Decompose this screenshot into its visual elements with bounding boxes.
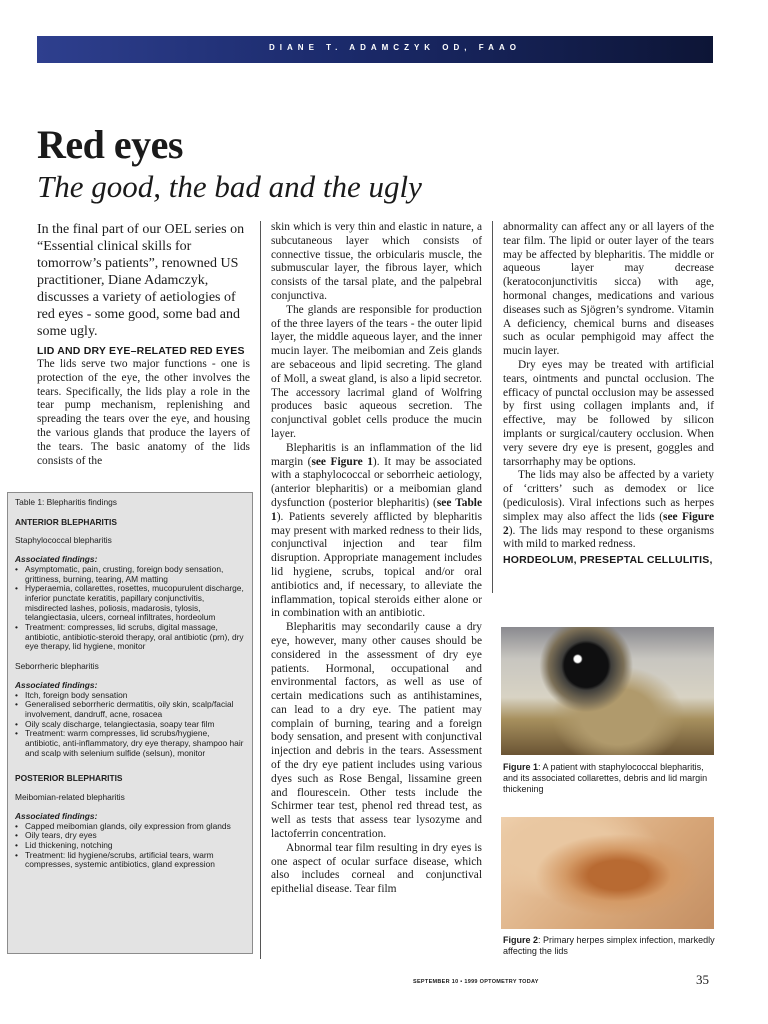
list-item: • Asymptomatic, pain, crusting, foreign body sensation, grittiness, burning, tearing, AM matting	[15, 565, 245, 584]
article-subtitle: The good, the bad and the ugly	[37, 169, 422, 204]
column-1	[37, 341, 250, 468]
section-heading-lid-dry-eye: LID AND DRY EYE–RELATED RED EYES	[37, 345, 245, 357]
column-2	[271, 221, 482, 897]
figure-1-caption: Figure 1: A patient with staphylococcal blepharitis, and its associated collarettes, debris and lid margin thickening	[503, 762, 708, 794]
column-divider	[492, 221, 493, 593]
staph-findings-list	[15, 565, 245, 652]
sebo-findings-list	[15, 691, 245, 759]
list-item: • Lid thickening, notching	[15, 841, 245, 851]
article-title: Red eyes	[37, 122, 183, 167]
staph-subheading: Staphylococcal blepharitis	[15, 535, 112, 546]
anterior-heading: ANTERIOR BLEPHARITIS	[15, 516, 117, 527]
header-banner	[37, 36, 713, 63]
list-item: • Treatment: warm compresses, lid scrubs/hygiene, antibiotic, anti-inflammatory, dry eye therapy, shampoo hair and scalp with selenium sulfide (selsun), monitor	[15, 729, 245, 758]
column-3	[503, 221, 714, 567]
col2-paragraph-1: skin which is very thin and elastic in nature, a subcutaneous layer which consists of connective tissue, the orbicularis muscle, the submuscular layer, the fibrous layer, which consists of the tarsal plate, and the palpebral conjunctiva.	[271, 221, 482, 302]
list-item: • Oily tears, dry eyes	[15, 831, 245, 841]
col3-paragraph-3: The lids may also be affected by a variety of ‘critters’ such as demodex or lice (pediculosis). Viral infections such as herpes simplex may also affect the lids (see Figure 2). The lids may respond to these organisms with mild to marked redness.	[503, 469, 715, 551]
figure-2-photo	[501, 817, 714, 929]
list-item: • Treatment: compresses, lid scrubs, digital massage, antibiotic, antibiotic-steroid therapy, oral antibiotic (prn), dry eye therapy, lid hygiene, monitor	[15, 623, 245, 652]
posterior-heading: POSTERIOR BLEPHARITIS	[15, 773, 123, 784]
intro-paragraph: In the final part of our OEL series on “Essential clinical skills for tomorrow’s patients”, renowned US practitioner, Diane Adamczyk, discusses a variety of aetiologies of red eyes - some good, some bad and some ugly.	[37, 222, 245, 339]
staph-findings-label: Associated findings:	[15, 554, 98, 565]
footer-issue: SEPTEMBER 10 • 1999 OPTOMETRY TODAY	[413, 979, 539, 985]
table-1-reference: see Table 1	[271, 496, 482, 523]
blepharitis-table	[7, 492, 253, 954]
author-name: DIANE T. ADAMCZYK OD, FAAO	[269, 43, 521, 52]
list-item: • Hyperaemia, collarettes, rosettes, mucopurulent discharge, inferior punctate keratitis, papillary conjunctivitis, misdirected lashes, poliosis, madarosis, tylosis, telangiectasia, ulcers, corneal infiltrates, hordeolum	[15, 584, 245, 623]
col2-paragraph-3: Blepharitis is an inflammation of the lid margin (see Figure 1). It may be associated with a staphylococcal or seborrheic aetiology, (anterior blepharitis) or a meibomian gland dysfunction (posterior blepharitis) (see Table 1). Patients severely afflicted by blepharitis may present with marked redness to their lids, conjunctival injection and tear film disruption. Appropriate management includes lid hygiene, scrubs, topical and/or oral antibiotics and, if necessary, to alleviate the inflammation, topical steroids either alone or in combination with an antibiotic.	[271, 441, 482, 620]
col2-paragraph-2: The glands are responsible for production of the three layers of the tears - the outer lipid layer, the middle aqueous layer, and the inner mucin layer. The meibomian and Zeis glands are sebaceous and lipid secreting. The gland of Moll, a sweat gland, is also a lipid secretor. The accessory lacrimal gland of Wolfring produces basic aqueous secretion. The conjunctival goblet cells produce the mucin layer.	[271, 303, 482, 440]
figure-2-caption: Figure 2: Primary herpes simplex infection, markedly affecting the lids	[503, 935, 715, 956]
sebo-findings-label: Associated findings:	[15, 679, 98, 690]
col3-paragraph-2: Dry eyes may be treated with artificial tears, ointments and punctal occlusion. The efficacy of punctal occlusion may be assessed by first using collagen implants and, if effective, may be followed by silicon implants or surgical/cautery occlusion. When very severe dry eye is present, goggles and tarsorrhaphy may be options.	[503, 358, 714, 468]
meibo-findings-list	[15, 822, 245, 871]
figure-1-photo	[501, 627, 714, 755]
page-number: 35	[696, 972, 709, 987]
col2-paragraph-4: Blepharitis may secondarily cause a dry eye, however, many other causes should be considered in the assessment of dry eye patients. Hormonal, occupational and environmental factors, as well as use of certain medications such as antihistamines, can lead to a dry eye. The patient may complain of burning, tearing and a foreign body sensation, and present with conjunctival injection and debris in the tears. Assessment of the dry eye patient includes using various dyes such as Rose Bengal, lissamine green and flourescein. Other tests include the Schirmer tear test, phenol red thread test, as well as tests that assess tear lysozyme and lactoferrin concentration.	[271, 621, 482, 841]
section-heading-hordeolum: HORDEOLUM, PRESEPTAL CELLULITIS,	[503, 554, 713, 567]
list-item: • Treatment: lid hygiene/scrubs, artificial tears, warm compresses, systemic antibiotics, gland expression	[15, 851, 245, 870]
list-item: • Generalised seborrheric dermatitis, oily skin, scalp/facial involvement, dandruff, acne, rosacea	[15, 700, 245, 719]
column-divider	[260, 221, 261, 959]
list-item: • Itch, foreign body sensation	[15, 691, 245, 701]
col2-paragraph-5: Abnormal tear film resulting in dry eyes is one aspect of ocular surface disease, which also includes corneal and conjunctival epithelial disease. Tear film	[271, 841, 482, 896]
list-item: • Capped meibomian glands, oily expression from glands	[15, 822, 245, 832]
meibo-subheading: Meibomian-related blepharitis	[15, 792, 125, 803]
sebo-subheading: Seborrheric blepharitis	[15, 661, 99, 672]
table-title: Table 1: Blepharitis findings	[15, 497, 117, 507]
figure-2-reference: see Figure 2	[503, 510, 715, 537]
figure-1-reference: see Figure 1	[311, 455, 373, 468]
col1-paragraph-1: The lids serve two major functions - one is protection of the eye, the other involves the tears. Specifically, the lids play a role in the tear pump mechanism, replenishing and spreading the tears over the eye, and housing the various glands that produce the layers of the tears. The basic anatomy of the lids consists of the	[37, 358, 250, 467]
meibo-findings-label: Associated findings:	[15, 810, 98, 821]
col3-paragraph-1: abnormality can affect any or all layers of the tear film. The lipid or outer layer of the tears may be affected by blepharitis. The middle or aqueous layer may decrease (keratoconjunctivitis sicca) with age, hormonal changes, medications and various diseases such as Sjögren’s syndrome. Vitamin A deficiency, chemical burns and diseases such as ocular pemphigoid may affect the mucin layer.	[503, 221, 714, 358]
list-item: • Oily scaly discharge, telangiectasia, soapy tear film	[15, 720, 245, 730]
